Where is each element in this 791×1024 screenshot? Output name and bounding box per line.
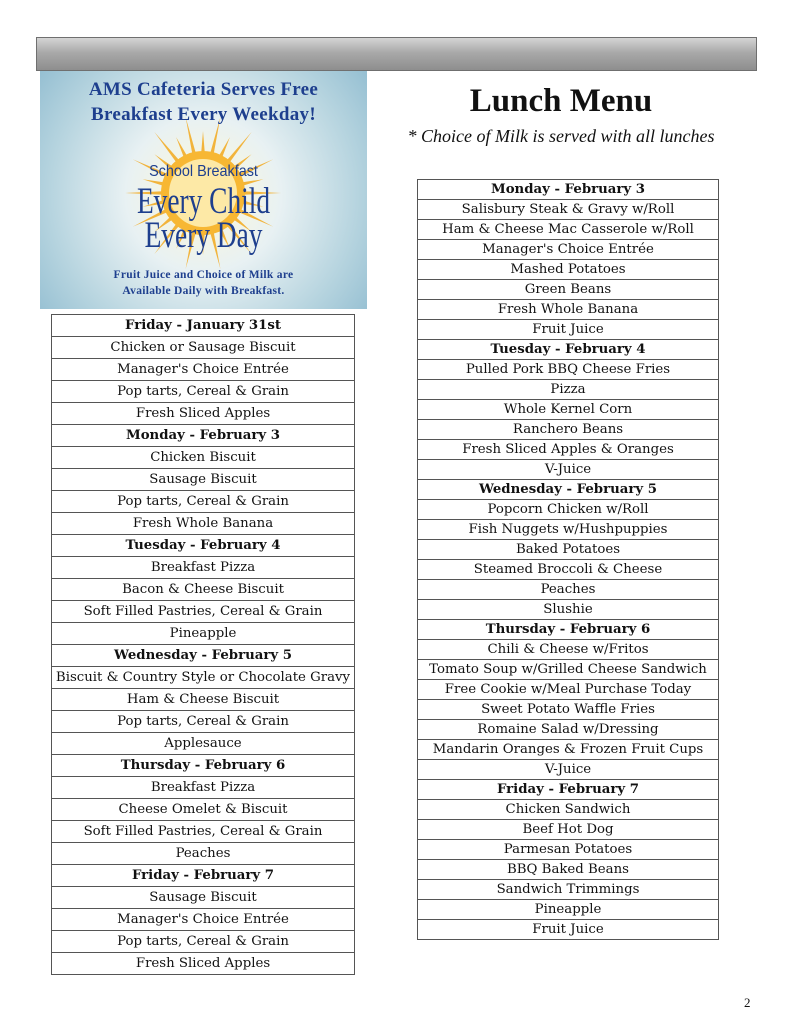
milk-note: * Choice of Milk is served with all lunches bbox=[407, 126, 715, 146]
menu-item-row bbox=[52, 557, 355, 579]
menu-item: Slushie bbox=[418, 600, 719, 620]
menu-item-row bbox=[52, 447, 355, 469]
menu-item: Free Cookie w/Meal Purchase Today bbox=[418, 680, 719, 700]
menu-item: Romaine Salad w/Dressing bbox=[418, 720, 719, 740]
menu-item-row bbox=[418, 540, 719, 560]
menu-item: Pop tarts, Cereal & Grain bbox=[52, 381, 355, 403]
menu-item: Pineapple bbox=[52, 623, 355, 645]
menu-item-row bbox=[418, 820, 719, 840]
menu-item-row bbox=[52, 667, 355, 689]
menu-item: Whole Kernel Corn bbox=[418, 400, 719, 420]
menu-item: Pop tarts, Cereal & Grain bbox=[52, 711, 355, 733]
menu-item: Sausage Biscuit bbox=[52, 887, 355, 909]
menu-item-row bbox=[52, 491, 355, 513]
menu-item-row bbox=[418, 760, 719, 780]
banner-every-child: Every Child bbox=[136, 181, 271, 222]
day-header: Wednesday - February 5 bbox=[418, 480, 719, 500]
menu-item-row bbox=[418, 900, 719, 920]
menu-item: Fresh Whole Banana bbox=[52, 513, 355, 535]
menu-item-row bbox=[52, 887, 355, 909]
menu-item-row bbox=[418, 800, 719, 820]
menu-item: Fresh Sliced Apples & Oranges bbox=[418, 440, 719, 460]
day-header-row bbox=[52, 645, 355, 667]
day-header-row bbox=[52, 315, 355, 337]
day-header: Tuesday - February 4 bbox=[418, 340, 719, 360]
menu-item-row bbox=[418, 240, 719, 260]
menu-item-row bbox=[418, 860, 719, 880]
menu-item: Fresh Whole Banana bbox=[418, 300, 719, 320]
day-header: Tuesday - February 4 bbox=[52, 535, 355, 557]
breakfast-banner bbox=[40, 71, 367, 309]
menu-item-row bbox=[52, 821, 355, 843]
menu-item-row bbox=[52, 711, 355, 733]
day-header: Thursday - February 6 bbox=[52, 755, 355, 777]
menu-item-row bbox=[418, 220, 719, 240]
day-header-row bbox=[52, 865, 355, 887]
menu-item-row bbox=[418, 200, 719, 220]
page-title: Lunch Menu bbox=[469, 83, 653, 119]
menu-item-row bbox=[418, 720, 719, 740]
menu-item: Ham & Cheese Mac Casserole w/Roll bbox=[418, 220, 719, 240]
menu-item: Applesauce bbox=[52, 733, 355, 755]
menu-item-row bbox=[52, 931, 355, 953]
menu-item-row bbox=[418, 360, 719, 380]
menu-item: Manager's Choice Entrée bbox=[52, 909, 355, 931]
menu-item-row bbox=[418, 640, 719, 660]
menu-item: Beef Hot Dog bbox=[418, 820, 719, 840]
menu-item-row bbox=[52, 843, 355, 865]
menu-item: Pulled Pork BBQ Cheese Fries bbox=[418, 360, 719, 380]
menu-item: Manager's Choice Entrée bbox=[418, 240, 719, 260]
menu-item: Ranchero Beans bbox=[418, 420, 719, 440]
menu-item: Fresh Sliced Apples bbox=[52, 403, 355, 425]
menu-item-row bbox=[52, 733, 355, 755]
menu-item: Pop tarts, Cereal & Grain bbox=[52, 931, 355, 953]
menu-item-row bbox=[52, 601, 355, 623]
day-header: Friday - January 31st bbox=[52, 315, 355, 337]
menu-item-row bbox=[52, 777, 355, 799]
menu-item: Breakfast Pizza bbox=[52, 557, 355, 579]
menu-item: Pineapple bbox=[418, 900, 719, 920]
menu-item-row bbox=[52, 513, 355, 535]
breakfast-menu-table bbox=[51, 314, 355, 975]
menu-item-row bbox=[52, 579, 355, 601]
menu-item-row bbox=[418, 320, 719, 340]
day-header-row bbox=[52, 535, 355, 557]
menu-item-row bbox=[52, 359, 355, 381]
day-header-row bbox=[418, 180, 719, 200]
day-header: Monday - February 3 bbox=[418, 180, 719, 200]
menu-item-row bbox=[418, 600, 719, 620]
menu-item: Soft Filled Pastries, Cereal & Grain bbox=[52, 821, 355, 843]
menu-item: Sausage Biscuit bbox=[52, 469, 355, 491]
menu-item-row bbox=[418, 700, 719, 720]
menu-item: Chicken Sandwich bbox=[418, 800, 719, 820]
menu-item: V-Juice bbox=[418, 460, 719, 480]
day-header: Friday - February 7 bbox=[418, 780, 719, 800]
menu-item-row bbox=[52, 403, 355, 425]
menu-item-row bbox=[418, 680, 719, 700]
day-header: Monday - February 3 bbox=[52, 425, 355, 447]
header-bar bbox=[36, 37, 757, 71]
menu-item-row bbox=[52, 337, 355, 359]
menu-item-row bbox=[418, 560, 719, 580]
menu-item-row bbox=[52, 689, 355, 711]
banner-every-day: Every Day bbox=[144, 215, 263, 256]
menu-item-row bbox=[418, 440, 719, 460]
day-header: Friday - February 7 bbox=[52, 865, 355, 887]
menu-item: Peaches bbox=[418, 580, 719, 600]
menu-item: Baked Potatoes bbox=[418, 540, 719, 560]
banner-school-breakfast: School Breakfast bbox=[149, 163, 258, 180]
menu-item: Chicken Biscuit bbox=[52, 447, 355, 469]
day-header-row bbox=[418, 780, 719, 800]
day-header-row bbox=[418, 480, 719, 500]
menu-item-row bbox=[52, 799, 355, 821]
day-header-row bbox=[52, 425, 355, 447]
menu-item-row bbox=[52, 909, 355, 931]
menu-item-row bbox=[418, 400, 719, 420]
menu-item-row bbox=[418, 880, 719, 900]
menu-item-row bbox=[418, 840, 719, 860]
menu-item: Tomato Soup w/Grilled Cheese Sandwich bbox=[418, 660, 719, 680]
menu-item: Peaches bbox=[52, 843, 355, 865]
day-header-row bbox=[418, 340, 719, 360]
menu-item: Fish Nuggets w/Hushpuppies bbox=[418, 520, 719, 540]
menu-item: Mandarin Oranges & Frozen Fruit Cups bbox=[418, 740, 719, 760]
sun-ray bbox=[219, 137, 230, 158]
day-header: Wednesday - February 5 bbox=[52, 645, 355, 667]
sun-ray bbox=[154, 132, 179, 163]
menu-item: Sandwich Trimmings bbox=[418, 880, 719, 900]
menu-item-row bbox=[418, 380, 719, 400]
menu-item: Popcorn Chicken w/Roll bbox=[418, 500, 719, 520]
menu-item-row bbox=[418, 500, 719, 520]
banner-footnote-2: Available Daily with Breakfast. bbox=[122, 285, 285, 297]
menu-item: Steamed Broccoli & Cheese bbox=[418, 560, 719, 580]
menu-item-row bbox=[52, 623, 355, 645]
menu-item-row bbox=[52, 953, 355, 975]
menu-item: Fresh Sliced Apples bbox=[52, 953, 355, 975]
menu-item-row bbox=[52, 381, 355, 403]
day-header: Thursday - February 6 bbox=[418, 620, 719, 640]
menu-item: Soft Filled Pastries, Cereal & Grain bbox=[52, 601, 355, 623]
menu-item-row bbox=[418, 660, 719, 680]
day-header-row bbox=[418, 620, 719, 640]
menu-item: Sweet Potato Waffle Fries bbox=[418, 700, 719, 720]
menu-item: Mashed Potatoes bbox=[418, 260, 719, 280]
menu-item: Pop tarts, Cereal & Grain bbox=[52, 491, 355, 513]
menu-item: Fruit Juice bbox=[418, 320, 719, 340]
menu-item-row bbox=[418, 460, 719, 480]
sun-ray bbox=[176, 137, 187, 158]
menu-item-row bbox=[418, 260, 719, 280]
menu-item-row bbox=[52, 469, 355, 491]
menu-item: Green Beans bbox=[418, 280, 719, 300]
menu-item-row bbox=[418, 420, 719, 440]
menu-item: Parmesan Potatoes bbox=[418, 840, 719, 860]
menu-item: Pizza bbox=[418, 380, 719, 400]
menu-item-row bbox=[418, 740, 719, 760]
sun-ray bbox=[227, 132, 252, 163]
menu-item: Chicken or Sausage Biscuit bbox=[52, 337, 355, 359]
menu-item-row bbox=[418, 920, 719, 940]
banner-footnote-1: Fruit Juice and Choice of Milk are bbox=[113, 269, 294, 281]
menu-item-row bbox=[418, 280, 719, 300]
lunch-menu-table bbox=[417, 179, 719, 940]
menu-item: Bacon & Cheese Biscuit bbox=[52, 579, 355, 601]
menu-item: Breakfast Pizza bbox=[52, 777, 355, 799]
banner-headline-1: AMS Cafeteria Serves Free bbox=[88, 79, 319, 100]
menu-item: Biscuit & Country Style or Chocolate Gravy bbox=[52, 667, 355, 689]
menu-item-row bbox=[418, 580, 719, 600]
menu-item-row bbox=[418, 520, 719, 540]
menu-item: V-Juice bbox=[418, 760, 719, 780]
menu-item-row bbox=[418, 300, 719, 320]
banner-headline-2: Breakfast Every Weekday! bbox=[91, 104, 316, 125]
menu-item: Manager's Choice Entrée bbox=[52, 359, 355, 381]
menu-item: Chili & Cheese w/Fritos bbox=[418, 640, 719, 660]
menu-item: Salisbury Steak & Gravy w/Roll bbox=[418, 200, 719, 220]
day-header-row bbox=[52, 755, 355, 777]
menu-item: Fruit Juice bbox=[418, 920, 719, 940]
menu-item: BBQ Baked Beans bbox=[418, 860, 719, 880]
sun-ray bbox=[201, 131, 205, 153]
page-number: 2 bbox=[744, 995, 751, 1010]
menu-item: Cheese Omelet & Biscuit bbox=[52, 799, 355, 821]
menu-item: Ham & Cheese Biscuit bbox=[52, 689, 355, 711]
